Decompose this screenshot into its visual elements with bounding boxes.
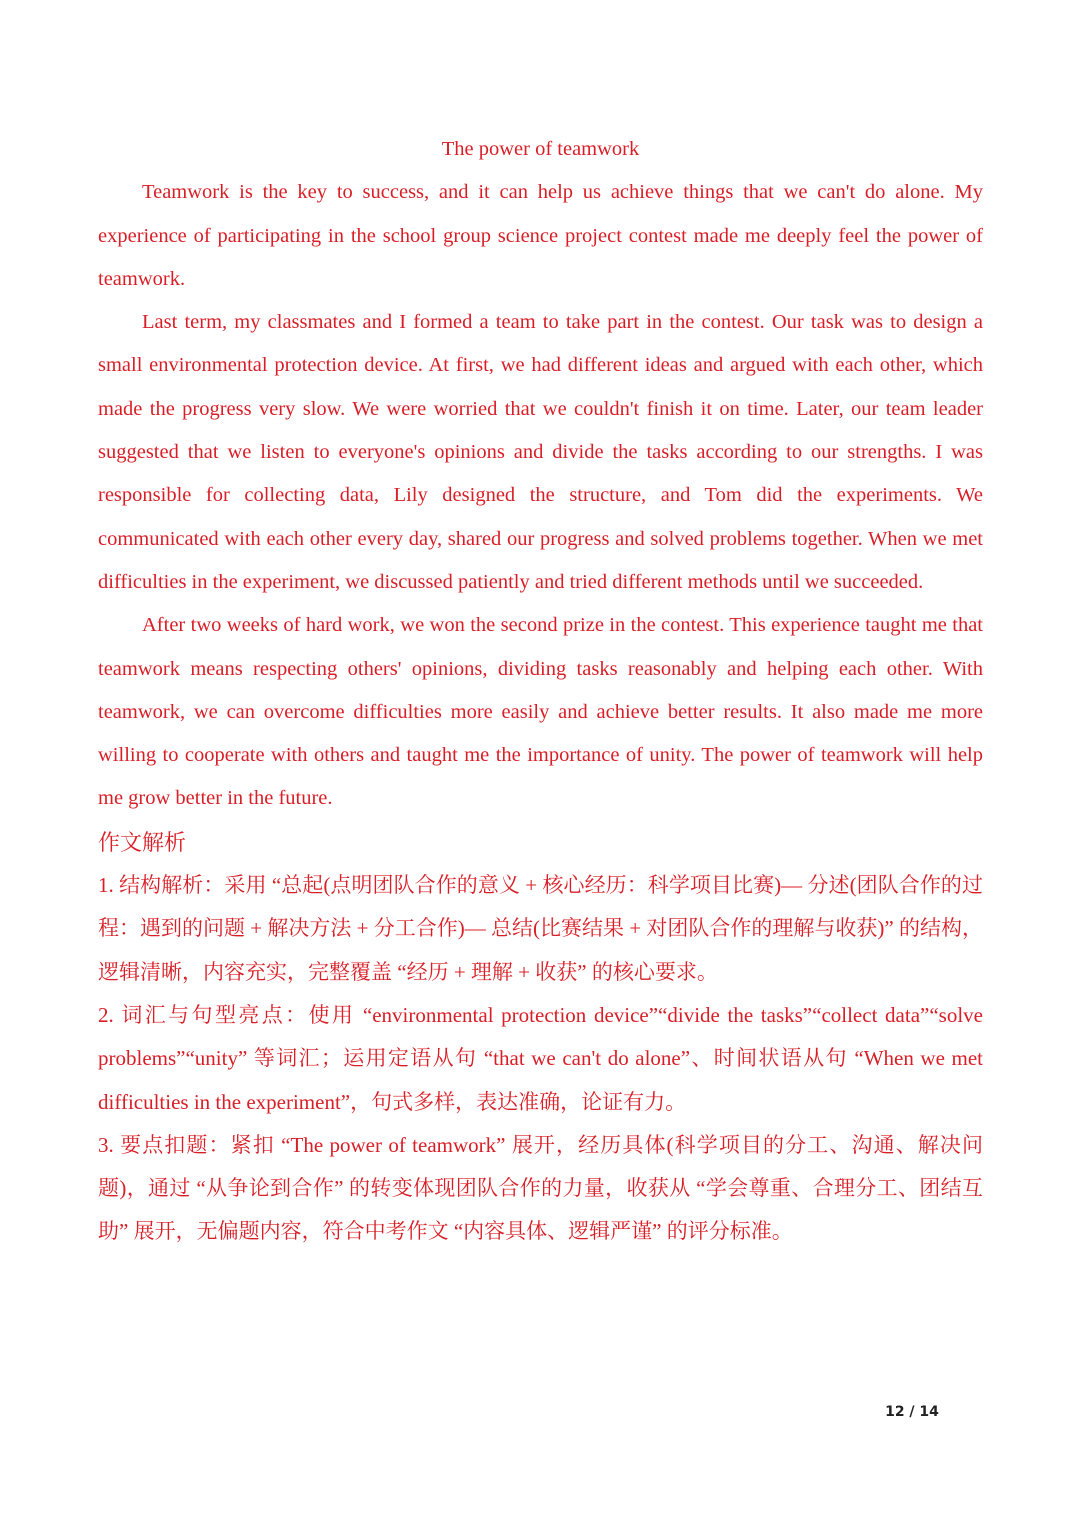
essay-paragraph-2: Last term, my classmates and I formed a team to take part in the contest. Our task was to design a small environmental protection device. At first, we had different ideas and argued with each other, which made the progress very slow. We were worried that we couldn't finish it on time. Later, our team leader suggested that we listen to everyone's opinions and divide the tasks according to our strengths. I was responsible for collecting data, Lily designed the structure, and Tom did the experiments. We communicated with each other every day, shared our progress and solved problems together. When we met difficulties in the experiment, we discussed patiently and tried different methods until we succeeded. xyxy=(98,311,983,593)
essay-paragraph-3: After two weeks of hard work, we won the second prize in the contest. This experience taught me that teamwork means respecting others' opinions, dividing tasks reasonably and helping each other. With teamwork, we can overcome difficulties more easily and achieve better results. It also made me more willing to cooperate with others and taught me the importance of unity. The power of teamwork will help me grow better in the future. xyxy=(98,614,983,810)
page-number: 12 / 14 xyxy=(885,1404,939,1420)
analysis-item-vocabulary: 2. 词汇与句型亮点：使用 “environmental protection device”“divide the tasks”“collect data”“solve problems”“unity” 等词汇；运用定语从句 “that we can't do alone”、时间状语从句 “When we met difficulties in the experiment”，句式多样，表达准确，论证有力。 xyxy=(98,1002,983,1114)
analysis-item-structure: 1. 结构解析：采用 “总起(点明团队合作的意义 + 核心经历：科学项目比赛)— 分述(团队合作的过程：遇到的问题 + 解决方法 + 分工合作)— 总结(比赛结果 + 对团队合作的理解与收获)” 的结构，逻辑清晰，内容充实，完整覆盖 “经历 + 理解 + 收获” 的核心要求。 xyxy=(98,873,983,984)
essay-title: The power of teamwork xyxy=(441,138,640,160)
analysis-heading: 作文解析 xyxy=(98,829,187,855)
document-body xyxy=(98,128,983,1254)
analysis-item-key-points: 3. 要点扣题：紧扣 “The power of teamwork” 展开，经历具体(科学项目的分工、沟通、解决问题)，通过 “从争论到合作” 的转变体现团队合作的力量，收获从 “学会尊重、合理分工、团结互助” 展开，无偏题内容，符合中考作文 “内容具体、逻辑严谨” 的评分标准。 xyxy=(98,1132,983,1244)
essay-paragraph-1: Teamwork is the key to success, and it can help us achieve things that we can't do alone. My experience of participating in the school group science project contest made me deeply feel the power of teamwork. xyxy=(98,181,983,290)
